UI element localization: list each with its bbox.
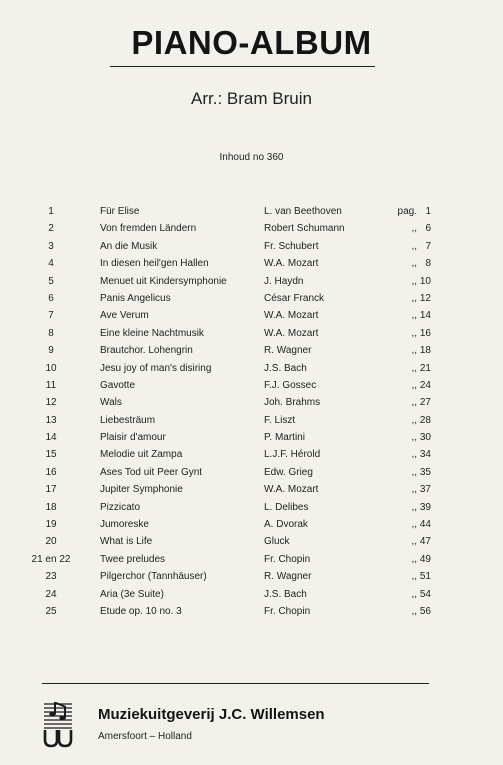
entry-title: Brautchor. Lohengrin bbox=[100, 345, 193, 357]
entry-page-prefix: ,, bbox=[411, 258, 417, 270]
entry-page-number: 1 bbox=[425, 206, 431, 217]
entry-page-number: 12 bbox=[419, 292, 431, 304]
list-item bbox=[0, 429, 503, 446]
entry-composer: W.A. Mozart bbox=[264, 258, 319, 270]
entry-composer: J.S. Bach bbox=[264, 588, 307, 600]
entry-page-prefix: ,, bbox=[411, 553, 417, 565]
entry-page-prefix: ,, bbox=[411, 362, 417, 374]
entry-page-number: 44 bbox=[419, 519, 431, 531]
entry-page-prefix: ,, bbox=[411, 292, 417, 304]
entry-page-prefix: ,, bbox=[411, 605, 417, 617]
entry-title: Pizzicato bbox=[100, 501, 141, 513]
entry-composer: R. Wagner bbox=[264, 345, 312, 357]
entry-page-prefix: ,, bbox=[411, 397, 417, 409]
entry-composer: L. Delibes bbox=[264, 501, 309, 513]
entry-page-prefix: ,, bbox=[411, 345, 417, 357]
entry-number: 16 bbox=[45, 466, 57, 478]
entry-title: Gavotte bbox=[100, 379, 136, 391]
entry-title: Ave Verum bbox=[100, 310, 149, 322]
list-item bbox=[0, 342, 503, 359]
entry-composer: W.A. Mozart bbox=[264, 484, 319, 496]
entry-page-prefix: ,, bbox=[411, 327, 417, 339]
entry-page-prefix: ,, bbox=[411, 536, 417, 548]
entry-page-number: 8 bbox=[425, 258, 431, 270]
entry-number: 9 bbox=[48, 345, 54, 357]
entry-title: Jupiter Symphonie bbox=[100, 484, 183, 496]
entry-page-number: 16 bbox=[419, 327, 431, 339]
entry-composer: Fr. Chopin bbox=[264, 553, 311, 565]
entry-title: Von fremden Ländern bbox=[100, 223, 197, 235]
entry-page-prefix: ,, bbox=[411, 310, 417, 322]
entry-composer: W.A. Mozart bbox=[264, 327, 319, 339]
entry-number: 3 bbox=[48, 240, 54, 252]
entry-title: Pilgerchor (Tannhäuser) bbox=[100, 571, 207, 583]
entry-composer: Fr. Chopin bbox=[264, 605, 311, 617]
entry-title: An die Musik bbox=[100, 240, 158, 252]
list-item bbox=[0, 220, 503, 237]
list-item bbox=[0, 325, 503, 342]
entry-page-prefix: ,, bbox=[411, 379, 417, 391]
entry-number: 1 bbox=[48, 206, 54, 217]
entry-number: 5 bbox=[48, 275, 54, 287]
list-item bbox=[0, 273, 503, 290]
entry-composer: F. Liszt bbox=[264, 414, 296, 426]
entry-title: Wals bbox=[100, 397, 122, 409]
list-item bbox=[0, 238, 503, 255]
list-item bbox=[0, 464, 503, 481]
list-item bbox=[0, 551, 503, 568]
list-item bbox=[0, 533, 503, 550]
entry-page-number: 14 bbox=[419, 310, 431, 322]
entry-composer: César Franck bbox=[264, 292, 325, 304]
entry-page-prefix: ,, bbox=[411, 240, 417, 252]
entry-number: 14 bbox=[45, 432, 57, 444]
entry-title: Jesu joy of man's disiring bbox=[100, 362, 212, 374]
title-divider bbox=[110, 66, 375, 67]
list-item bbox=[0, 394, 503, 411]
entry-composer: A. Dvorak bbox=[264, 519, 308, 531]
entry-title: In diesen heil'gen Hallen bbox=[100, 258, 209, 270]
entry-composer: J. Haydn bbox=[264, 275, 304, 287]
entry-composer: J.S. Bach bbox=[264, 362, 307, 374]
entry-page-prefix: ,, bbox=[411, 519, 417, 531]
list-item bbox=[0, 499, 503, 516]
entry-page-number: 7 bbox=[425, 240, 431, 252]
entry-number: 21 en 22 bbox=[31, 553, 71, 565]
entry-number: 10 bbox=[45, 362, 57, 374]
entry-page-number: 6 bbox=[425, 223, 431, 235]
entry-title: Menuet uit Kindersymphonie bbox=[100, 275, 227, 287]
entry-page-prefix: ,, bbox=[411, 449, 417, 461]
entry-number: 24 bbox=[45, 588, 57, 600]
entry-title: Melodie uit Zampa bbox=[100, 449, 183, 461]
table-of-contents bbox=[0, 203, 503, 620]
entry-title: Twee preludes bbox=[100, 553, 166, 565]
entry-page-number: 39 bbox=[419, 501, 431, 513]
entry-page-number: 47 bbox=[419, 536, 431, 548]
entry-title: What is Life bbox=[100, 536, 153, 548]
entry-page-number: 34 bbox=[419, 449, 431, 461]
entry-composer: Edw. Grieg bbox=[264, 466, 313, 478]
entry-number: 11 bbox=[45, 379, 57, 391]
entry-number: 4 bbox=[48, 258, 54, 270]
list-item bbox=[0, 568, 503, 585]
entry-composer: Joh. Brahms bbox=[264, 397, 321, 409]
entry-number: 6 bbox=[48, 292, 54, 304]
list-item bbox=[0, 377, 503, 394]
entry-composer: Fr. Schubert bbox=[264, 240, 319, 252]
entry-composer: P. Martini bbox=[264, 432, 305, 444]
entry-number: 8 bbox=[48, 327, 54, 339]
entry-page-number: 28 bbox=[419, 414, 431, 426]
entry-composer: F.J. Gossec bbox=[264, 379, 317, 391]
footer-divider bbox=[42, 683, 429, 684]
list-item bbox=[0, 586, 503, 603]
publisher-name: Muziekuitgeverij J.C. Willemsen bbox=[98, 706, 325, 723]
entry-title: Eine kleine Nachtmusik bbox=[100, 327, 204, 339]
entry-page-prefix: pag. bbox=[397, 206, 417, 217]
entry-page-prefix: ,, bbox=[411, 466, 417, 478]
entry-number: 18 bbox=[45, 501, 57, 513]
entry-title: Etude op. 10 no. 3 bbox=[100, 605, 182, 617]
entry-page-prefix: ,, bbox=[411, 223, 417, 235]
entry-composer: Robert Schumann bbox=[264, 223, 345, 235]
entry-page-number: 27 bbox=[419, 397, 431, 409]
entry-title: Liebesträum bbox=[100, 414, 156, 426]
entry-number: 19 bbox=[45, 519, 57, 531]
list-item bbox=[0, 203, 503, 220]
entry-number: 23 bbox=[45, 571, 57, 583]
entry-number: 17 bbox=[45, 484, 57, 496]
list-item bbox=[0, 255, 503, 272]
entry-page-number: 54 bbox=[419, 588, 431, 600]
entry-title: Panis Angelicus bbox=[100, 292, 171, 304]
entry-page-prefix: ,, bbox=[411, 571, 417, 583]
list-item bbox=[0, 446, 503, 463]
entry-page-number: 37 bbox=[419, 484, 431, 496]
contents-heading: Inhoud no 360 bbox=[219, 152, 284, 163]
entry-page-number: 35 bbox=[419, 466, 431, 478]
list-item bbox=[0, 516, 503, 533]
entry-title: Aria (3e Suite) bbox=[100, 588, 164, 600]
entry-number: 7 bbox=[48, 310, 54, 322]
arranger-credit: Arr.: Bram Bruin bbox=[191, 89, 312, 108]
entry-title: Für Elise bbox=[100, 206, 140, 217]
list-item bbox=[0, 603, 503, 620]
entry-page-number: 51 bbox=[419, 571, 431, 583]
entry-page-prefix: ,, bbox=[411, 432, 417, 444]
entry-title: Plaisir d'amour bbox=[100, 432, 166, 444]
entry-number: 13 bbox=[45, 414, 57, 426]
entry-composer: Gluck bbox=[264, 536, 290, 548]
entry-number: 12 bbox=[45, 397, 57, 409]
entry-page-number: 21 bbox=[419, 362, 431, 374]
entry-page-number: 18 bbox=[419, 345, 431, 357]
list-item bbox=[0, 481, 503, 498]
entry-page-prefix: ,, bbox=[411, 484, 417, 496]
publisher-location: Amersfoort – Holland bbox=[98, 731, 192, 742]
entry-page-prefix: ,, bbox=[411, 501, 417, 513]
entry-page-number: 24 bbox=[419, 379, 431, 391]
page-title: PIANO-ALBUM bbox=[131, 24, 372, 61]
entry-number: 25 bbox=[45, 605, 57, 617]
entry-number: 2 bbox=[48, 223, 54, 235]
entry-composer: W.A. Mozart bbox=[264, 310, 319, 322]
entry-composer: L.J.F. Hérold bbox=[264, 449, 321, 461]
entry-composer: L. van Beethoven bbox=[264, 206, 342, 217]
entry-number: 20 bbox=[45, 536, 57, 548]
entry-page-number: 10 bbox=[419, 275, 431, 287]
list-item bbox=[0, 360, 503, 377]
publisher-logo-icon bbox=[42, 700, 74, 748]
entry-page-number: 56 bbox=[419, 605, 431, 617]
list-item bbox=[0, 412, 503, 429]
entry-composer: R. Wagner bbox=[264, 571, 312, 583]
entry-page-number: 30 bbox=[419, 432, 431, 444]
list-item bbox=[0, 307, 503, 324]
entry-page-prefix: ,, bbox=[411, 414, 417, 426]
list-item bbox=[0, 290, 503, 307]
entry-page-prefix: ,, bbox=[411, 588, 417, 600]
entry-number: 15 bbox=[45, 449, 57, 461]
entry-title: Jumoreske bbox=[100, 519, 149, 531]
entry-page-prefix: ,, bbox=[411, 275, 417, 287]
entry-page-number: 49 bbox=[419, 553, 431, 565]
entry-title: Ases Tod uit Peer Gynt bbox=[100, 466, 203, 478]
